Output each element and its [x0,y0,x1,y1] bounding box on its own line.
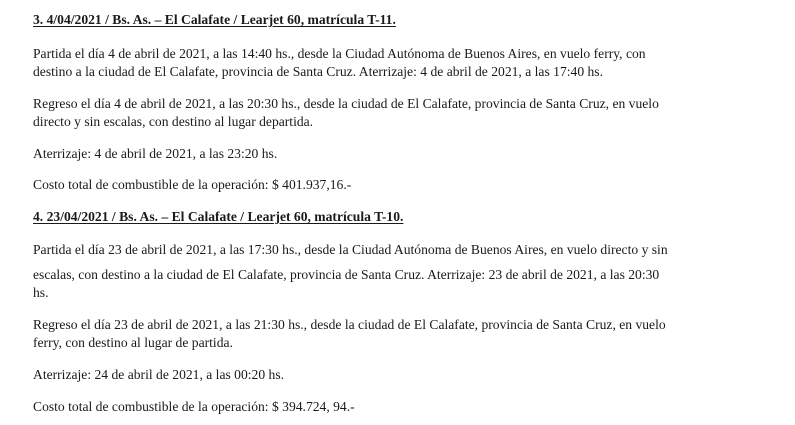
section-3-return-line-1: Regreso el día 4 de abril de 2021, a las 20:30 hs., desde la ciudad de El Calafate, provincia de Santa Cruz, en vuelo [33,96,659,111]
section-3-return-line-2: directo y sin escalas, con destino al lugar departida. [33,114,314,129]
section-3-landing: Aterrizaje: 4 de abril de 2021, a las 23:20 hs. [33,146,278,161]
section-3-fuel-cost: Costo total de combustible de la operación: $ 401.937,16.- [33,177,352,192]
section-4-departure-line-2: escalas, con destino a la ciudad de El Calafate, provincia de Santa Cruz. Aterrizaje: 23 de abril de 2021, a las 20:30 [33,267,660,282]
section-4-landing: Aterrizaje: 24 de abril de 2021, a las 00:20 hs. [33,367,285,382]
section-4-heading: 4. 23/04/2021 / Bs. As. – El Calafate / Learjet 60, matrícula T-10. [33,209,404,224]
section-3-heading: 3. 4/04/2021 / Bs. As. – El Calafate / Learjet 60, matrícula T-11. [33,12,396,27]
section-4-fuel-cost: Costo total de combustible de la operación: $ 394.724, 94.- [33,399,355,414]
section-4-departure-line-3: hs. [33,285,49,300]
section-4-return-line-1: Regreso el día 23 de abril de 2021, a las 21:30 hs., desde la ciudad de El Calafate, provincia de Santa Cruz, en vuelo [33,317,666,332]
section-3-departure-line-1: Partida el día 4 de abril de 2021, a las 14:40 hs., desde la Ciudad Autónoma de Buenos Aires, en vuelo ferry, con [33,46,646,61]
section-3-departure-line-2: destino a la ciudad de El Calafate, provincia de Santa Cruz. Aterrizaje: 4 de abril de 2021, a las 17:40 hs. [33,64,603,79]
section-4-return-line-2: ferry, con destino al lugar de partida. [33,335,233,350]
section-4-departure-line-1: Partida el día 23 de abril de 2021, a las 17:30 hs., desde la Ciudad Autónoma de Buenos Aires, en vuelo directo y sin [33,242,668,257]
